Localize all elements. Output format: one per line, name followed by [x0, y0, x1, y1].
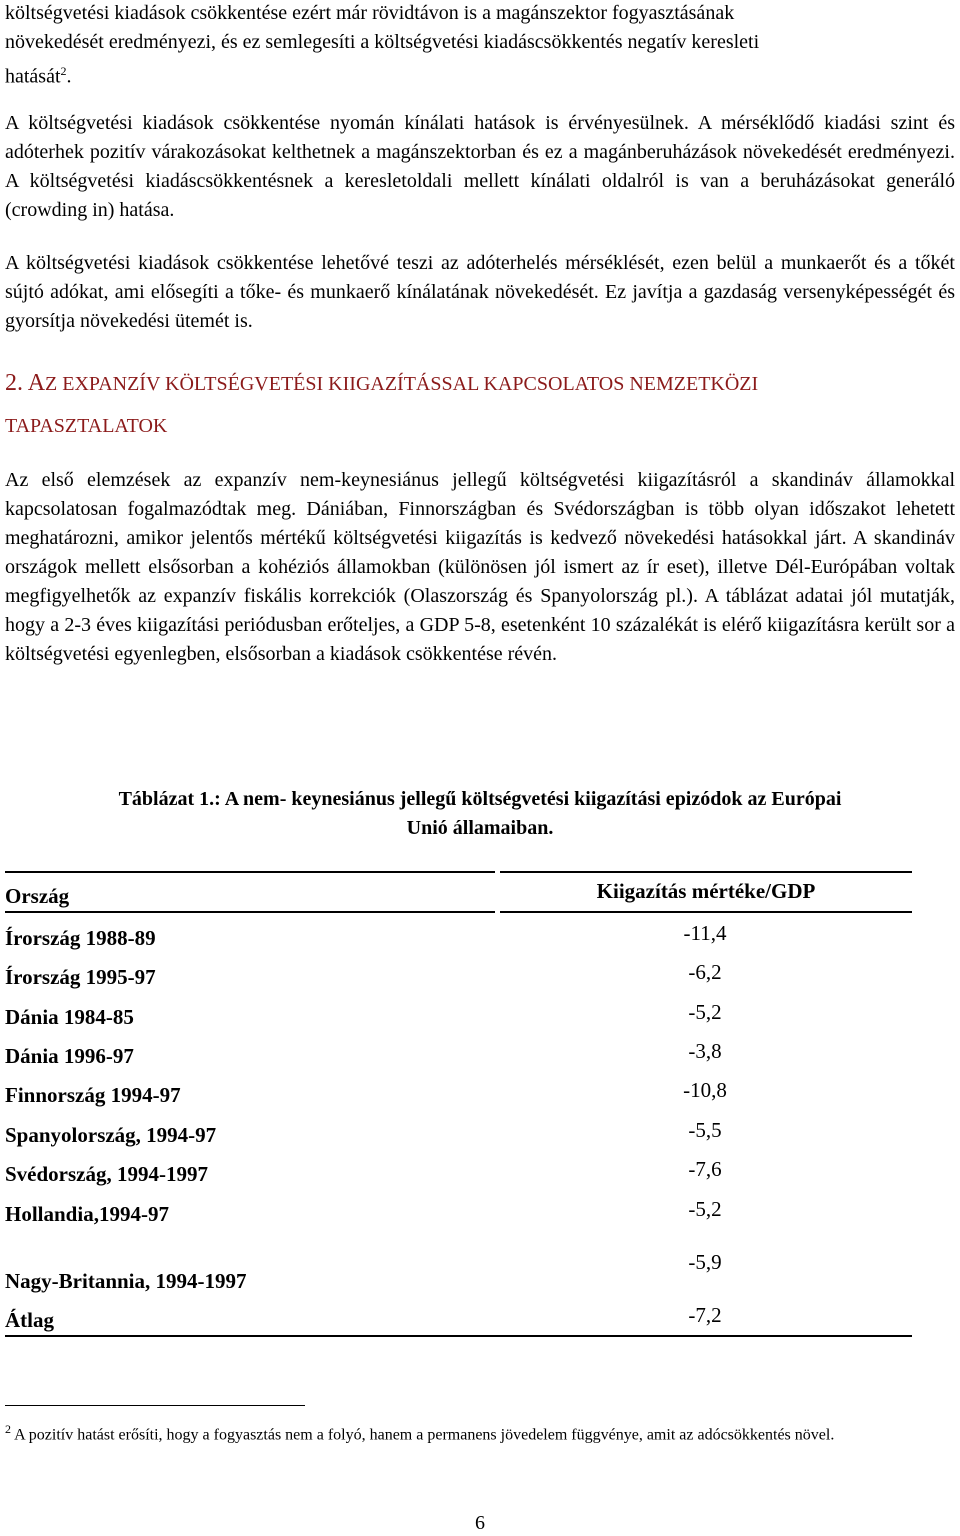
footnote-mark: 2 [5, 1422, 11, 1436]
paragraph-1-line-3 [5, 57, 955, 92]
table-top-rule-left [5, 871, 495, 873]
paragraph-4: Az első elemzések az expanzív nem-keynesiánus jellegű költségvetési kiigazításról a skandináv államokkal kapcsolatosan fogalmazódtak meg. Dániában, Finnországban és Svédországban is több olyan időszakot lehetett meghatározni, amikor jelentős mértékű költségvetési kiigazítás is kedvező növekedési hatásokkal járt. A skandináv országok mellett elsősorban a kohéziós államokban (különösen jól ismert az ír eset), illetve Dél-Európában voltak megfigyelhetők az expanzív fiskális korrekciók (Olaszország és Spanyolország pl.). A táblázat adatai jól mutatják, hogy a 2-3 éves kiigazítási periódusban erőteljes, a GDP 5-8, esetenként 10 százalékát is elérő kiigazításra került sor a költségvetési egyenlegben, elsősorban a kiadások csökkentése révén. [5, 469, 955, 665]
footnote-text: A pozitív hatást erősíti, hogy a fogyasztás nem a folyó, hanem a permanens jövedelem függvénye, amit az adócsökkentés növel. [11, 1426, 835, 1444]
table-row-country: Dánia 1996-97 [5, 1044, 134, 1068]
table-row-country: Írország 1995-97 [5, 965, 156, 989]
table-row-value: -5,5 [688, 1118, 722, 1142]
paragraph-1-line-3-text: hatását [5, 65, 61, 88]
table-row-value: -7,6 [688, 1157, 722, 1181]
section-heading-initial: A [27, 370, 46, 396]
table-row-value: -5,2 [688, 1000, 722, 1024]
table-caption [0, 785, 960, 843]
table-header-rule-left [5, 911, 495, 913]
paragraph-3: A költségvetési kiadások csökkentése lehetővé teszi az adóterhelés mérséklését, ezen belül a munkaerőt és a tőkét sújtó adókat, ami elősegíti a tőke- és munkaerő kínálatának növekedését. Ez javítja a gazdaság versenyképességét és gyorsítja növekedési ütemét is. [5, 252, 955, 332]
footnote [5, 1417, 955, 1447]
section-number: 2. [5, 370, 28, 396]
section-heading [5, 362, 955, 447]
table-caption-line-2: Unió államaiban. [406, 817, 554, 839]
section-heading-line-2: TAPASZTALATOK [5, 415, 168, 437]
table-row-value: -5,9 [688, 1250, 722, 1274]
table-row-value: -11,4 [683, 921, 727, 945]
page-number: 6 [475, 1512, 485, 1534]
table-row-country: Svédország, 1994-1997 [5, 1162, 208, 1186]
table-row-country: Nagy-Britannia, 1994-1997 [5, 1269, 247, 1293]
table-row-value: -7,2 [688, 1303, 722, 1327]
table-header-rule-right [500, 911, 912, 913]
footnote-separator [5, 1405, 305, 1406]
table-bottom-rule [5, 1335, 912, 1337]
table-row-value: -6,2 [688, 960, 722, 984]
column-header-value: Kiigazítás mértéke/GDP [596, 879, 816, 903]
table-caption-line-1: Táblázat 1.: A nem- keynesiánus jellegű költségvetési kiigazítási epizódok az Európai [118, 788, 842, 810]
paragraph-2: A költségvetési kiadások csökkentése nyomán kínálati hatások is érvényesülnek. A mérséklődő kiadási szint és adóterhek pozitív várakozásokat kelthetnek a magánszektorban és ez a magánberuházások növekedését eredményezi. A költségvetési kiadáscsökkentésnek a keresletoldali mellett kínálati oldalról is van a beruházásokat generáló (crowding in) hatása. [5, 112, 955, 221]
table-row-country: Hollandia,1994-97 [5, 1202, 169, 1226]
column-header-country: Ország [5, 884, 70, 908]
paragraph-1-line-1: költségvetési kiadások csökkentése ezért már rövidtávon is a magánszektor fogyasztásának [5, 2, 735, 24]
section-heading-text: Z EXPANZÍV KÖLTSÉGVETÉSI KIIGAZÍTÁSSAL KAPCSOLATOS NEMZETKÖZI [45, 373, 759, 395]
table-row-value: -10,8 [683, 1078, 727, 1102]
paragraph-1-end: . [66, 65, 72, 88]
footnote-ref-2[interactable]: 2 [60, 64, 67, 78]
table-row-country: Írország 1988-89 [5, 926, 156, 950]
table-row-country: Spanyolország, 1994-97 [5, 1123, 217, 1147]
section-heading-line-1 [5, 362, 955, 405]
table-row-country: Finnország 1994-97 [5, 1083, 181, 1107]
paragraph-1-line-2: növekedését eredményezi, és ez semlegesíti a költségvetési kiadáscsökkentés negatív keresleti [5, 31, 760, 53]
table-row-value: -3,8 [688, 1039, 722, 1063]
table-row-country: Átlag [5, 1308, 54, 1332]
paragraph-1 [5, 0, 955, 92]
table-top-rule-right [500, 871, 912, 873]
table-row-country: Dánia 1984-85 [5, 1005, 134, 1029]
table-row-value: -5,2 [688, 1197, 722, 1221]
